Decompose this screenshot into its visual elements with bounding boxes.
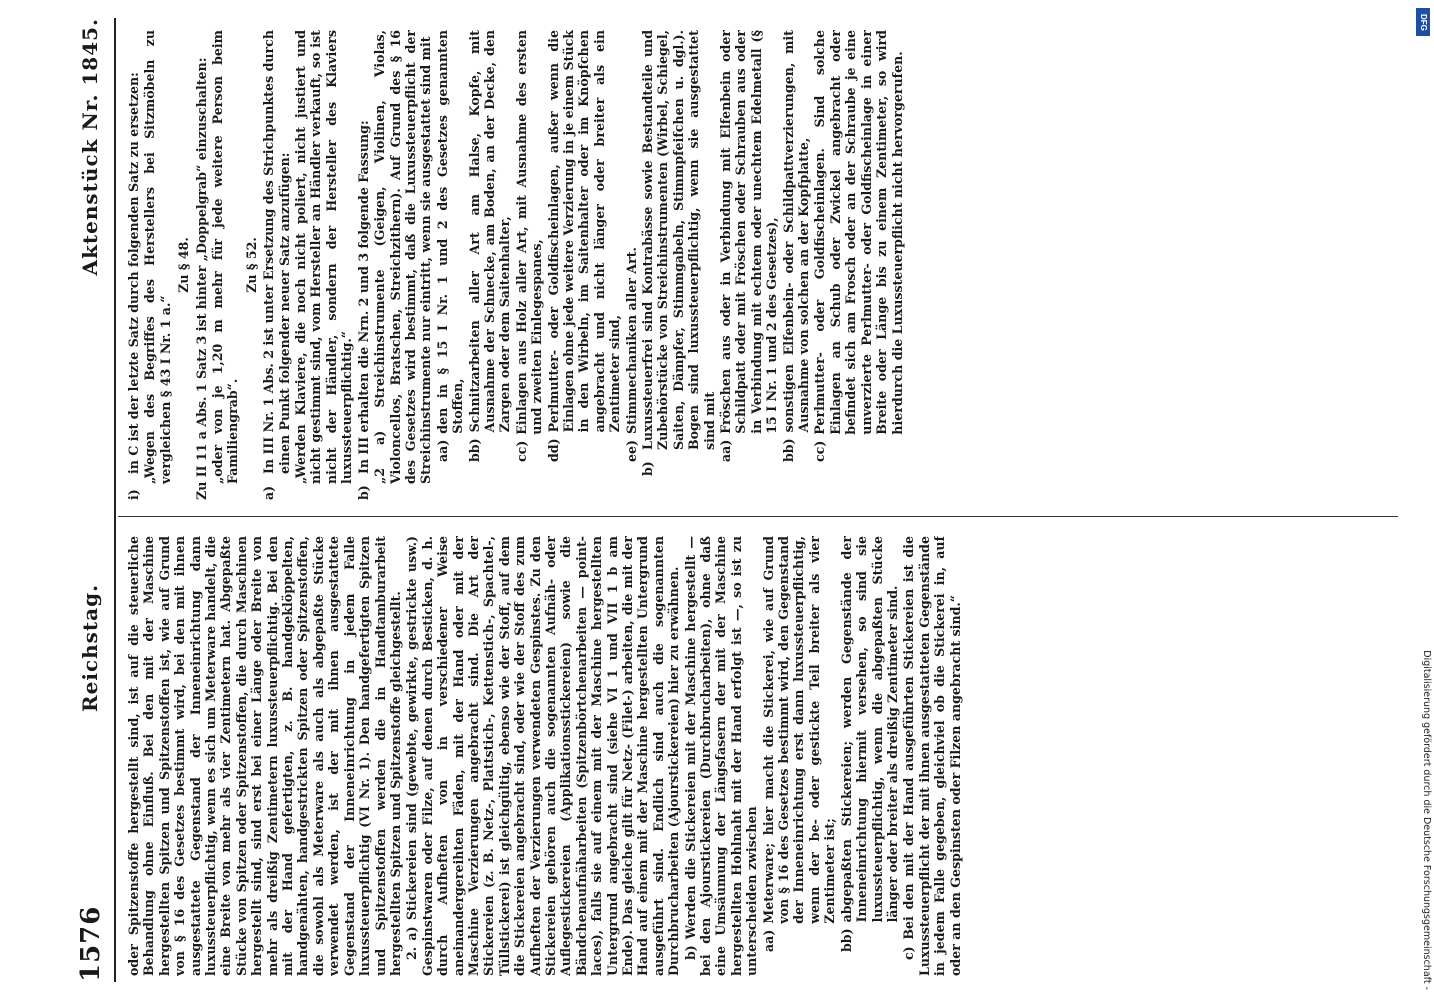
list-item [624, 30, 639, 500]
paragraph: 2. a) Stickereien sind (gewebte, gewirkte, gestrickte usw.) Gespinstwaren oder Filze, auf denen durch Besticken, d. h. durch Aufheften von in verschiedener Weise aneinandergereihten Fäden, mit der Hand oder mit der Maschine Verzierungen angebracht sind. Die Art der Stickereien (z. B. Netz-, Plattstich-, Kettenstich-, Spachtel-, Tüllstickerei) ist gleichgültig, ebenso wie der Stoff, auf dem die Stickereien angebracht sind, oder wie der Stoff des zum Aufheften der Verzierungen verwendeten Gespinstes. Zu den Stickereien gehören auch die sogenannten Aufnäh- oder Auflegestickereien (Applikationsstickereien) sowie die Bändchenaufnäharbeiten (Spitzenbörtchenarbeiten — point-laces), falls sie auf einem mit der Maschine hergestellten Untergrund angebracht sind (siehe VI 1 und VII 1 b am Ende). Das gleiche gilt für Netz- (Filet-) arbeiten, die mit der Hand auf einem mit der Maschine hergestellten Untergrund ausgeführt sind. Endlich sind auch die sogenannten Durchbrucharbeiten (Ajourstickereien) hier zu erwähnen. [404, 536, 682, 976]
item-text: den in § 15 I Nr. 1 und 2 des Gesetzes genannten Stoffen, [434, 30, 466, 434]
quoted-paragraph: „Wegen des Begriffes des Herstellers bei Sitzmöbeln zu vergleichen § 43 I Nr. 1 a.“ [142, 30, 173, 484]
item-text: sonstigen Elfenbein- oder Schildpattverzierungen, mit Ausnahme von solchen an der Kopfplatte, [780, 30, 812, 433]
item-text: in C ist der letzte Satz durch folgenden Satz zu ersetzen: [126, 72, 141, 474]
dfg-logo: DFG [1416, 8, 1430, 36]
item-marker: bb) [838, 928, 854, 952]
list-item [718, 30, 780, 500]
item-text: Stimmechaniken aller Art. [623, 247, 639, 435]
item-marker: ee) [623, 440, 639, 462]
document-label: Aktenstück Nr. 1845. [78, 18, 102, 276]
page-header [72, 18, 116, 982]
list-item [467, 30, 513, 500]
item-text: In III Nr. 1 Abs. 2 ist unter Ersetzung des Strichpunktes durch einen Punkt folgender neuer Satz anzufügen: [261, 30, 292, 474]
item-marker: bb) [780, 438, 796, 462]
item-text: abgepaßten Stickereien; werden Gegenstände der Inneneinrichtung hiermit versehen, so sind sie luxussteuerpflichtig, wenn die abgepaßten Stücke länger oder breiter als dreißig Zentimeter sind. [838, 536, 900, 923]
quoted-paragraph: „2 a) Streichinstrumente (Geigen, Violinen, Violas, Violoncellos, Bratschen, Streichzithern). Auf Grund des § 16 des Gesetzes wird bestimmt, daß die Luxussteuerpflicht der Streichinstrumente nur eintritt, wenn sie ausgestattet sind mit [372, 30, 434, 484]
item-marker: b) [640, 461, 655, 476]
item-text: Einlagen aus Holz aller Art, mit Ausnahme des ersten und zweiten Einlegespanes, [513, 30, 545, 435]
item-text: Perlmutter- oder Goldfischeinlagen. Sind solche Einlagen an Schub oder Zwickel angebracht oder befindet sich am Frosch oder an der Schraube je eine unverzierte Perlmutter- oder Goldfischeinlage in einer Breite oder Länge bis zu einem Zentimeter, so wird hierdurch die Luxussteuerpflicht nicht hervorgerufen. [812, 30, 905, 435]
item-text: Meterware; hier macht die Stickerei, wie auf Grund von § 16 des Gesetzes bestimmt wird, den Gegenstand der Inneneinrichtung erst dann luxussteuerpflichtig, wenn der be- oder gestickte Teil breiter als vier Zentimeter ist; [760, 536, 838, 924]
paragraph: oder Spitzenstoffe hergestellt sind, ist auf die steuerliche Behandlung ohne Einfluß. Bei den mit der Maschine hergestellten Spitzen und Spitzenstoffen ist, wie auf Grund von § 16 des Gesetzes bestimmt wird, bei den mit ihnen ausgestattete Gegenstand der Inneneinrichtung dann luxussteuerpflichtig, wenn es sich um Meterware handelt, die eine Breite von mehr als vier Zentimetern hat. Abgepaßte Stücke von Spitzen oder Spitzenstoffen, die durch Maschinen hergestellt sind, sind erst bei einer Länge oder Breite von mehr als dreißig Zentimetern luxussteuerpflichtig. Bei den mit der Hand gefertigten, z. B. handgeklöppelten, handgenähten, handgestrickten Spitzen oder Spitzenstoffen, die sowohl als Meterware als auch als abgepaßte Stücke verwendet werden, ist der mit ihnen ausgestattete Gegenstand der Inneneinrichtung in jedem Falle luxussteuerpflichtig (VI Nr. 1). Den handgefertigten Spitzen und Spitzenstoffen werden die in Handtamburarbeit hergestellten Spitzen und Spitzenstoffe gleichgestellt. [126, 536, 403, 976]
list-item [126, 30, 141, 500]
item-text: Fröschen aus oder in Verbindung mit Elfenbein oder Schildpatt oder mit Fröschen oder Schrauben aus oder in Verbindung mit echtem oder unechtem Edelmetall (§ 15 I Nr. 1 und 2 des Gesetzes), [718, 30, 780, 434]
list-item [514, 30, 545, 500]
quoted-paragraph: „oder von je 1,20 m mehr für jede weitere Person beim Familiengrab“. [210, 30, 241, 484]
list-item [356, 30, 371, 500]
item-text: Schnitzarbeiten aller Art am Halse, Kopfe, mit Ausnahme der Schnecke, am Boden, an der Decke, den Zargen oder dem Saitenhalter, [466, 30, 513, 433]
list-item [839, 536, 901, 976]
rotated-page-content [60, 0, 1400, 1000]
list-item [812, 30, 904, 500]
column-divider [118, 516, 1398, 517]
item-marker: i) [126, 489, 141, 500]
paragraph: b) Werden die Stickereien mit der Maschine hergestellt — bei den Ajourstickereien (Durchbrucharbeiten), ohne daß eine Umsäumung der Längsfasern der mit der Maschine hergestellten Hohlnaht mit der Hand erfolgt ist —, so ist zu unterscheiden zwischen [682, 536, 760, 976]
attribution-text: Digitalisierung gefördert durch die Deutsche Forschungsgemeinschaft - [1421, 650, 1432, 990]
page-number: 1576 [76, 905, 106, 982]
item-marker: b) [355, 485, 371, 500]
right-column [126, 30, 1396, 500]
list-item [261, 30, 292, 500]
item-text: Luxussteuerfrei sind Kontrabässe sowie Bestandteile und Zubehörstücke von Streichinstrumenten (Wirbel, Schiegel, Saiten, Dämpfer, Stimmgabeln, Stimmpfeifchen u. dgl.). Bogen sind luxussteuerpflichtig, wenn sie ausgestattet sind mit [640, 30, 717, 450]
list-item [435, 30, 466, 500]
left-column [126, 536, 1396, 976]
item-text: Perlmutter- oder Goldfischeinlagen, außer wenn die Einlagen ohne jede weitere Verzierung in je einem Stück in den Wirbeln, im Saitenhalter oder im Knöpfchen angebracht und nicht länger oder breiter als ein Zentimeter sind, [545, 30, 623, 433]
page-source: Reichstag. [78, 583, 102, 712]
paragraph: c) Bei den mit der Hand ausgeführten Stickereien ist die Luxussteuerpflicht der mit ihnen ausgestatteten Gegenstände in jedem Falle gegeben, gleichviel ob die Stickerei in, auf oder an den Gespinsten oder Filzen angebracht sind.“ [901, 536, 963, 976]
list-item [781, 30, 812, 500]
item-marker: aa) [434, 439, 450, 462]
item-marker: bb) [466, 438, 482, 462]
item-text: In III erhalten die Nrn. 2 und 3 folgende Fassung: [355, 120, 371, 474]
item-marker: aa) [760, 929, 776, 952]
item-marker: cc) [513, 440, 529, 462]
attribution-sidebar [1412, 10, 1432, 990]
item-marker: a) [261, 485, 277, 500]
item-marker: cc) [812, 440, 828, 462]
quoted-paragraph: „Werden Klaviere, die noch nicht poliert, nicht justiert und nicht gestimmt sind, vom Hersteller an Händler verkauft, so ist nicht der Händler, sondern der Hersteller des Klaviers luxussteuerpflichtig.“ [293, 30, 355, 484]
list-item [546, 30, 623, 500]
section-heading: Zu § 48. [176, 237, 192, 293]
list-item [640, 30, 717, 500]
item-marker: dd) [545, 438, 561, 462]
scanned-page [60, 0, 1400, 1000]
item-marker: aa) [718, 439, 734, 462]
section-heading: Zu § 52. [243, 237, 259, 293]
list-item [761, 536, 838, 976]
paragraph: Zu II 11 a Abs. 1 Satz 3 ist hinter „Doppelgrab“ einzuschalten: [193, 57, 209, 500]
